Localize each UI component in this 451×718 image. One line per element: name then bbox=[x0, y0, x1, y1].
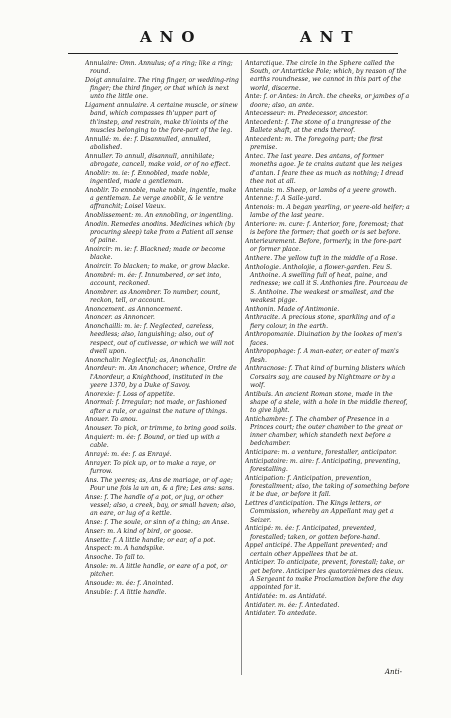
dictionary-entry: Anoircir: m. ie: f. Blackned; made or become blacke. bbox=[85, 245, 226, 262]
running-header bbox=[0, 28, 451, 50]
dictionary-entry: Antenois: m. A began yearling, or yeere-old heifer; a lambe of the last yeare. bbox=[245, 204, 410, 220]
dictionary-entry: Anonchalir. Neglectful; as, Anonchalir. bbox=[85, 356, 206, 364]
dictionary-entry: Anse: f. The soule, or sinn of a thing; an Anse. bbox=[85, 519, 230, 526]
dictionary-entry: Anspect: m. A handspike. bbox=[85, 545, 165, 553]
dictionary-entry: Antibuls. An ancient Roman stone, made in the shape of a stele, with a hole in the middle thereof, to give light. bbox=[245, 390, 408, 415]
catchword: Anti- bbox=[385, 668, 402, 676]
dictionary-entry: Anoircir. To blacken; to make, or grow blacke. bbox=[85, 262, 230, 270]
dictionary-entry: Antidater. To antedate. bbox=[245, 610, 317, 618]
column-divider bbox=[241, 60, 242, 675]
dictionary-entry: Anterieurement. Before, formerly, in the fore-part or former place. bbox=[245, 238, 402, 254]
dictionary-entry: Anoncement. as Annoncement. bbox=[85, 305, 183, 313]
dictionary-entry: Anoblir. To ennoble, make noble, ingentle, make a gentleman. Le verge anoblit, & le ventre affranchit; Loisel Vaeux. bbox=[85, 186, 237, 211]
dictionary-entry: Antec. The last yeare. Des antans, of former moneths agoe. Je te crains autant que les neiges d'antan. I feare thee as much as nothing; I dread thee not at all. bbox=[245, 153, 404, 185]
dictionary-entry: Antidatée: m. as Antidaté. bbox=[245, 592, 327, 600]
dictionary-entry: Anthropomanie. Diuination by the lookes of men's faces. bbox=[245, 331, 403, 347]
dictionary-entry: Anouser. To pick, or trimme, to bring good soils. bbox=[85, 425, 237, 433]
dictionary-entry: Ansuble: f. A little handle. bbox=[85, 588, 167, 596]
dictionary-entry: Ansoude: m. ée: f. Anointed. bbox=[85, 579, 174, 587]
dictionary-entry: Anoncer. as Annoncer. bbox=[85, 314, 155, 322]
dictionary-entry: Anoblissement: m. An ennobling, or ingentling. bbox=[85, 211, 234, 219]
dictionary-entry: Ansette: f. A little handle; or ear, of a pot. bbox=[85, 536, 216, 544]
dictionary-entry: Anordeur: m. An Anonchacer; whence, Ordre de l'Anordeur, a Knighthood, instituted in the yeere 1370, by a Duke of Savoy. bbox=[85, 365, 237, 389]
dictionary-entry: Annullé: m. ée: f. Disannulled, annulled, abolished. bbox=[85, 135, 211, 151]
dictionary-entry: Ansoche. To fall to. bbox=[85, 554, 145, 562]
dictionary-entry: Anodin. Remedes anodins. Medicines which (by procuring sleep) take from a Patient all sense of paine. bbox=[85, 220, 235, 245]
dictionary-entry: Anthonin. Made of Antimonie. bbox=[245, 305, 340, 313]
dictionary-entry: Anrayé: m. ée: f. as Enrayé. bbox=[85, 451, 172, 458]
dictionary-entry: Ansole: m. A little handle, or eare of a pot, or pitcher. bbox=[85, 562, 228, 579]
dictionary-entry: Anticipé: m. ée: f. Anticipated, prevented, forestalled; taken, or gotten before-hand. bbox=[245, 525, 380, 541]
dictionary-entry: Anse: f. The handle of a pot, or jug, or other vessel; also, a creek, bay, or small haven; also, an eare, or lug of a kettle. bbox=[85, 493, 236, 518]
dictionary-entry: Anrayer. To pick up, or to make a raye, or furrow. bbox=[85, 459, 216, 475]
dictionary-entry: Antecesseur: m. Predecessor, ancestor. bbox=[245, 110, 368, 118]
dictionary-entry: Anteriore: m. cure: f. Anterior, fore, foremost; that is before the former; that goeth or is set before. bbox=[245, 221, 404, 237]
dictionary-entry: Ligament annulaire. A certaine muscle, or sinew band, which compasses th'upper part of th'instep, and restrain, make th'ioints of the muscles belonging to the fore-part of the leg. bbox=[85, 102, 238, 134]
dictionary-entry: Anonchailli: m. ie: f. Neglected, careless, heedless; also, languishing; also, out of respect, out of cutivesse, or which we will not dwell upon. bbox=[85, 323, 235, 355]
dictionary-entry: Ante: f. or Antes: in Arch. the cheeks, or jambes of a doore; also, an ante. bbox=[245, 93, 410, 109]
dictionary-entry: Antenne: f. A Saile-yard. bbox=[245, 195, 322, 203]
dictionary-entry: Anoblir: m. ie: f. Ennobled, made noble, ingentled, made a gentleman. bbox=[85, 169, 210, 185]
dictionary-entry: Antichambre: f. The chamber of Presence in a Princes court; the outer chamber to the great or inner chamber, which standeth next before a bedchamber. bbox=[245, 415, 403, 448]
dictionary-entry: Anthracnose: f. That kind of burning blisters which Corsairs say, are caused by Nightmare or by a wolf. bbox=[245, 365, 406, 389]
header-rule bbox=[68, 53, 398, 54]
dictionary-entry: Anthere. The yellow tuft in the middle of a Rose. bbox=[245, 255, 398, 263]
dictionary-entry: Antidater. m. ée: f. Antedated. bbox=[245, 601, 340, 609]
dictionary-entry: Antarctique. The circle in the Sphere called the South, or Antarticke Pole; which, by reason of the earths roundnesse, we cannot in this part of the world, discerne. bbox=[245, 60, 407, 92]
dictionary-entry: Anthologie. Antholojie, a flower-garden. Feu S. Anthoine. A swelling full of heat, paine, and rednesse; we call it S. Anthonies fire. Pourceau de S. Anthoine. The weakest or smallest, and the weakest pigge. bbox=[245, 264, 408, 304]
dictionary-entry: Antenais: m. Sheep, or lambs of a yeere growth. bbox=[245, 186, 397, 194]
dictionary-entry: Anthropophage: f. A man-eater, or eater of man's flesh. bbox=[245, 348, 399, 364]
dictionary-entry: Anthracite. A precious stone, sparkling and of a fiery colour, in the earth. bbox=[245, 314, 396, 330]
dictionary-entry: Anticiper. To anticipate, prevent, forestall; take, or get before. Anticiper les quatorzièmes des cieux. A Sergeant to make Proclamation before the day appointed for it. bbox=[245, 559, 405, 592]
header-right: ANT bbox=[300, 28, 361, 46]
dictionary-entry: Anormal: f. Irregular; not made, or fashioned after a rule, or against the nature of things. bbox=[85, 399, 228, 415]
dictionary-entry: Antecedent: m. The foregoing part; the first premise. bbox=[245, 136, 383, 152]
dictionary-entry: Anombré: m. ée: f. Innumbered, or set into, account, reckoned. bbox=[85, 271, 222, 287]
dictionary-entry: Anquiert: m. ée: f. Bound, or tied up with a cable. bbox=[85, 434, 220, 450]
dictionary-entry: Ans. The yeeres; as, Ans de mariage, or of age; Pour une fois la un an, & a fire; Les ans: sans. bbox=[85, 476, 235, 492]
left-column bbox=[85, 60, 240, 675]
dictionary-entry: Annuller. To annull, disannull, annihilate; abrogate, cancell, make void, or of no effect. bbox=[85, 152, 231, 168]
dictionary-entry: Anticipation: f. Anticipation, prevention, forestallment; also, the taking of something before it be due, or before it fall. bbox=[245, 475, 410, 499]
header-left: ANO bbox=[140, 28, 203, 46]
dictionary-entry: Anouer. To anou. bbox=[85, 416, 138, 424]
dictionary-entry: Anser: m. A kind of bird, or goose. bbox=[85, 527, 193, 535]
dictionary-entry: Anombrer. as Anombrer. To number, count, reckon, tell, or account. bbox=[85, 288, 221, 304]
dictionary-entry: Appel anticipé. The Appellant prevented; and certain other Appellees that be at. bbox=[245, 542, 388, 558]
dictionary-entry: Antecedent: f. The stone of a trangresse of the Ballete shaft, at the ends thereof. bbox=[245, 119, 392, 135]
dictionary-entry: Anticipatoire: m. aire: f. Anticipating, preventing, forestalling. bbox=[245, 458, 401, 474]
dictionary-entry: Anorexie: f. Loss of appetite. bbox=[85, 390, 175, 398]
dictionary-entry: Doigt annulaire. The ring finger, or wedding-ring finger; the third finger, or that which is next unto the little one. bbox=[85, 77, 239, 101]
right-column bbox=[245, 60, 410, 675]
dictionary-entry: Annulaire: Omn. Annulus; of a ring; like a ring; round. bbox=[85, 60, 233, 76]
dictionary-entry: Lettres d'anticipation. The Kings letters, or Commission, whereby an Appellant may get a Seizer. bbox=[245, 500, 394, 524]
dictionary-entry: Anticipare: m. a venture, forestaller, anticipator. bbox=[245, 449, 397, 457]
